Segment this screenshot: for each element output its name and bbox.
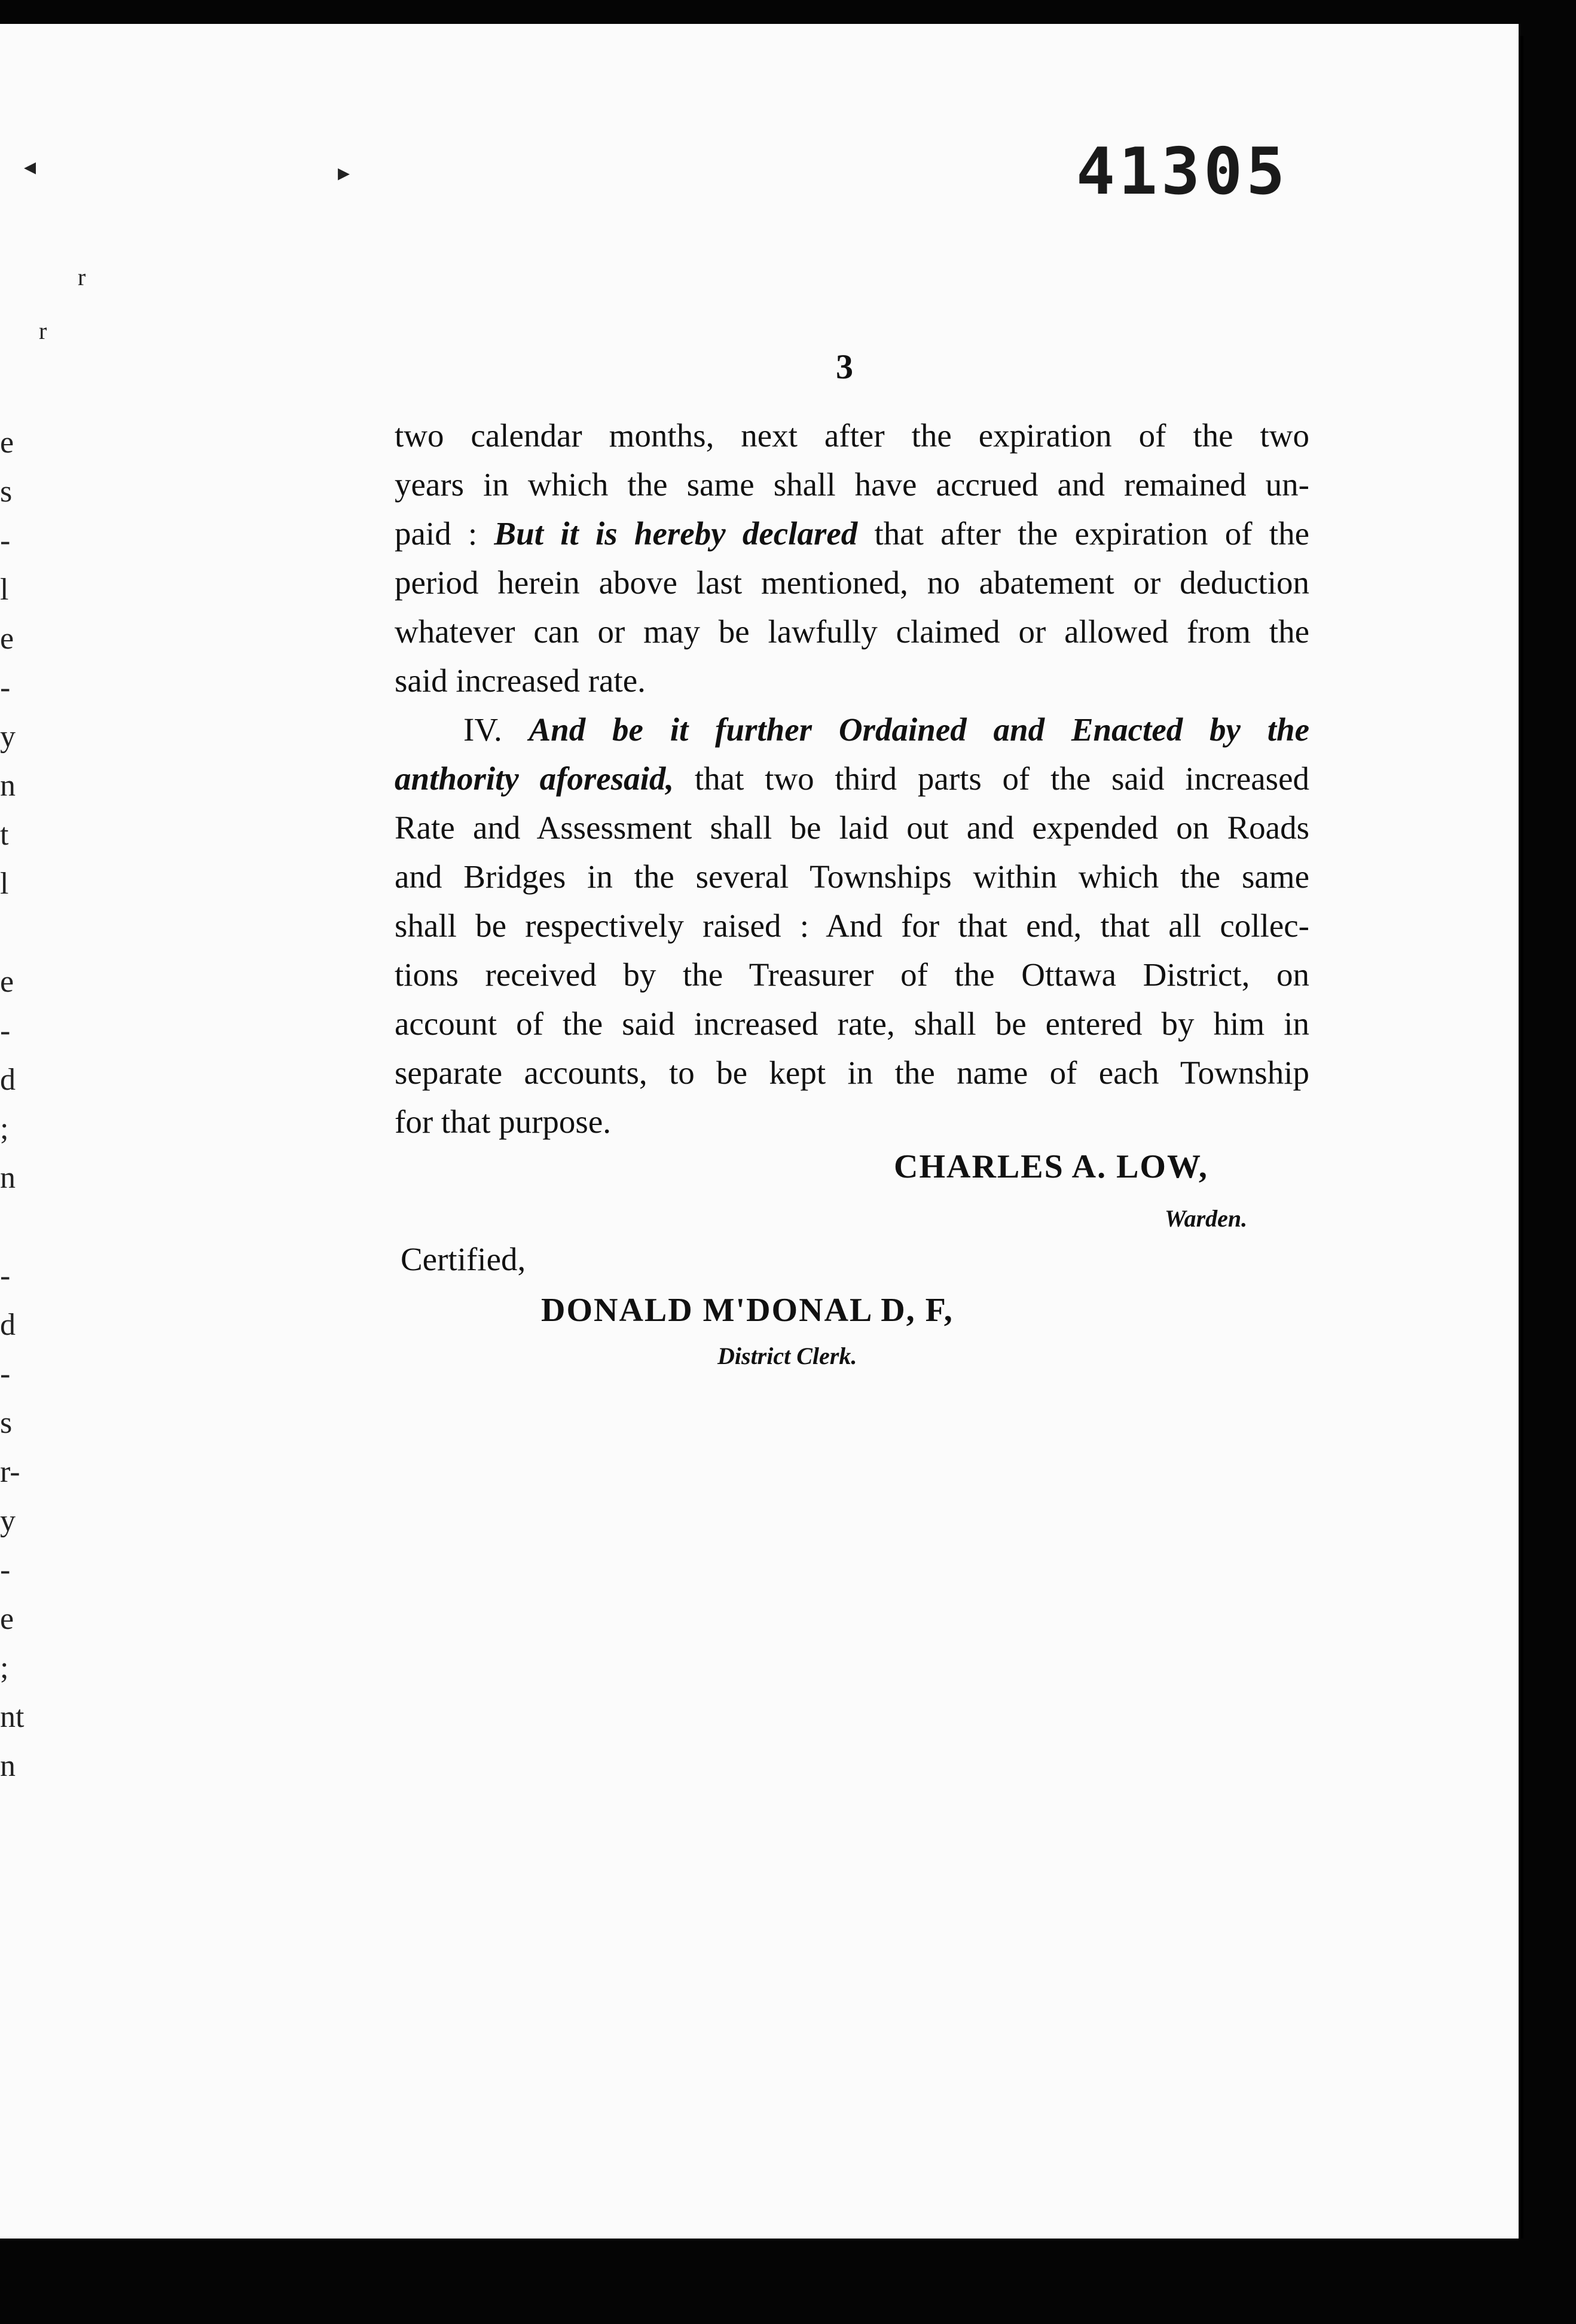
margin-fragment: t xyxy=(0,818,9,852)
certified-label: Certified, xyxy=(401,1241,526,1277)
margin-fragment: d xyxy=(0,1308,16,1342)
margin-fragment: - xyxy=(0,1259,11,1293)
margin-fragment: - xyxy=(0,1357,11,1391)
paragraph-1 xyxy=(395,411,1309,705)
text-line: for that purpose. xyxy=(395,1103,611,1140)
margin-fragment: s xyxy=(0,475,13,509)
text-line: IV. And be it further Ordained and Enacted by the xyxy=(463,711,1309,748)
margin-fragment xyxy=(0,1203,24,1252)
margin-fragment: l xyxy=(0,573,9,607)
italic-declaration: But it is hereby declared xyxy=(494,515,858,552)
margin-fragment: n xyxy=(0,1161,16,1195)
text-line: and Bridges in the several Townships within which the same xyxy=(395,858,1309,895)
margin-fragment: d xyxy=(0,1063,16,1097)
text-line: account of the said increased rate, shall be entered by him in xyxy=(395,1005,1309,1042)
margin-fragment: l xyxy=(0,867,9,901)
text-line: Rate and Assessment shall be laid out and expended on Roads xyxy=(395,809,1309,846)
text-line: paid : But it is hereby declared that after the expiration of the xyxy=(395,515,1309,552)
text-line: tions received by the Treasurer of the Ottawa District, on xyxy=(395,956,1309,993)
text-line: separate accounts, to be kept in the name of each Township xyxy=(395,1054,1309,1091)
warden-name: CHARLES A. LOW, xyxy=(894,1148,1208,1185)
margin-fragment: r- xyxy=(0,1455,20,1489)
margin-fragment: - xyxy=(0,524,11,558)
text-line: anthority aforesaid, that two third parts of the said increased xyxy=(395,760,1309,797)
margin-fragment: e xyxy=(0,426,14,460)
text-line: two calendar months, next after the expiration of the two xyxy=(395,417,1309,454)
margin-fragment: nt xyxy=(0,1700,25,1734)
margin-fragment: n xyxy=(0,1749,16,1783)
margin-fragment xyxy=(0,909,24,958)
scan-speck: r xyxy=(39,317,47,344)
scan-border-bottom xyxy=(0,2239,1576,2324)
margin-fragment: s xyxy=(0,1406,13,1440)
text-line: said increased rate. xyxy=(395,662,646,699)
margin-fragment: - xyxy=(0,671,11,705)
clerk-name: DONALD M'DONAL D, F, xyxy=(541,1292,954,1329)
scan-speck: ▸ xyxy=(338,159,350,186)
text-line: years in which the same shall have accrued and remained un- xyxy=(395,466,1309,503)
margin-fragment: y xyxy=(0,1504,16,1538)
margin-fragment: e xyxy=(0,622,14,656)
clerk-title: District Clerk. xyxy=(717,1343,857,1369)
text-line: whatever can or may be lawfully claimed or allowed from the xyxy=(395,613,1309,650)
section-iv xyxy=(395,705,1309,1146)
margin-fragment: n xyxy=(0,769,16,803)
margin-fragment: - xyxy=(0,1553,11,1587)
margin-fragment: e xyxy=(0,1602,14,1636)
margin-fragment: y xyxy=(0,720,16,754)
scan-speck: ◂ xyxy=(24,153,36,180)
warden-title: Warden. xyxy=(1165,1205,1248,1232)
text-line: shall be respectively raised : And for that end, that all collec- xyxy=(395,907,1309,944)
scan-speck: r xyxy=(78,264,86,290)
scan-border-right xyxy=(1523,0,1576,2324)
margin-fragment: e xyxy=(0,965,14,999)
margin-fragment: ; xyxy=(0,1112,9,1146)
margin-fragment: ; xyxy=(0,1651,9,1685)
text-line: period herein above last mentioned, no abatement or deduction xyxy=(395,564,1309,601)
page-number: 3 xyxy=(836,347,853,386)
accession-number: 41305 xyxy=(1076,134,1289,209)
margin-fragment: - xyxy=(0,1014,11,1048)
section-number: IV. xyxy=(463,711,502,748)
facing-page-fragments xyxy=(0,418,24,1791)
